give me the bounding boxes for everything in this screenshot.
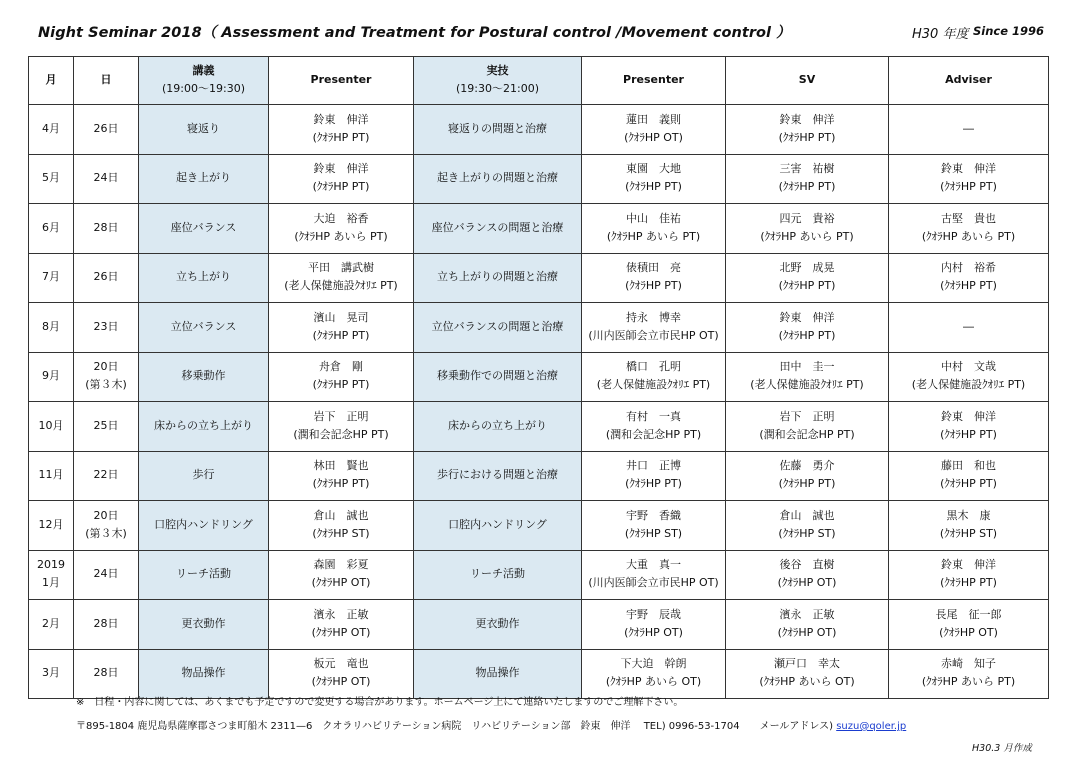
lecture-cell: [139, 303, 269, 353]
footer-address: [76, 717, 906, 732]
presenter2-text: 宇野 辰哉: [626, 607, 681, 621]
sv-subtext: (潤和会記念HP PT): [759, 427, 855, 441]
day-cell: [74, 402, 139, 452]
sv-text: 倉山 誠也: [779, 508, 835, 522]
adviser-subtext: (ｸｵﾗHP PT): [940, 279, 997, 293]
practice-text: 床からの立ち上がり: [448, 418, 547, 432]
day-text: 24日: [93, 171, 119, 185]
sv-cell: [726, 154, 889, 204]
sv-cell: [726, 303, 889, 353]
practice-cell: [414, 105, 582, 155]
presenter2-cell: [582, 649, 726, 699]
presenter2-cell: [582, 600, 726, 650]
month-cell: [29, 204, 74, 254]
presenter1-subtext: (ｸｵﾗHP OT): [311, 625, 371, 639]
sv-cell: [726, 204, 889, 254]
adviser-text: 鈴東 伸洋: [941, 162, 996, 176]
presenter2-cell: [582, 402, 726, 452]
lecture-cell: [139, 352, 269, 402]
adviser-cell: [889, 600, 1049, 650]
adviser-cell: [889, 204, 1049, 254]
presenter2-subtext: (潤和会記念HP PT): [605, 427, 702, 441]
header-practice-time: (19:30〜21:00): [456, 82, 539, 95]
presenter1-subtext: (ｸｵﾗHP OT): [311, 576, 371, 590]
presenter2-subtext: (川内医師会立市民HP OT): [588, 328, 719, 342]
lecture-text: 口腔内ハンドリング: [154, 517, 253, 531]
header-lecture-time: (19:00〜19:30): [162, 82, 245, 95]
presenter2-subtext: (川内医師会立市民HP OT): [588, 576, 719, 590]
day-text: 24日: [93, 567, 119, 581]
month-cell: [29, 303, 74, 353]
lecture-cell: [139, 550, 269, 600]
sv-text: 後谷 直樹: [779, 558, 835, 572]
month-cell: [29, 352, 74, 402]
practice-cell: [414, 352, 582, 402]
presenter2-text: 橋口 孔明: [626, 360, 681, 374]
day-cell: [74, 253, 139, 303]
month-cell: [29, 649, 74, 699]
month-cell: [29, 501, 74, 551]
sv-cell: [726, 501, 889, 551]
table-row: [29, 600, 1049, 650]
lecture-text: 寝返り: [187, 121, 220, 135]
month-cell: [29, 402, 74, 452]
header-presenter1: Presenter: [269, 57, 414, 105]
presenter1-text: 板元 竜也: [313, 657, 369, 671]
lecture-cell: [139, 501, 269, 551]
table-header-row: [29, 57, 1049, 105]
presenter1-subtext: (老人保健施設ｸｵﾘｴ PT): [284, 279, 398, 293]
lecture-text: 立ち上がり: [176, 270, 231, 284]
presenter2-subtext: (ｸｵﾗHP PT): [625, 477, 682, 491]
month-text: 7月: [42, 270, 60, 284]
month-text: 11月: [38, 468, 64, 482]
day-subtext: (第３木): [85, 526, 127, 540]
practice-cell: [414, 253, 582, 303]
month-cell: [29, 451, 74, 501]
adviser-text: 中村 文哉: [941, 360, 996, 374]
practice-text: 歩行における問題と治療: [437, 468, 558, 482]
presenter1-cell: [269, 550, 414, 600]
lecture-cell: [139, 154, 269, 204]
month-text: 8月: [42, 319, 60, 333]
practice-text: 寝返りの問題と治療: [448, 121, 547, 135]
month-cell: [29, 105, 74, 155]
presenter2-text: 有村 一真: [626, 409, 681, 423]
practice-cell: [414, 402, 582, 452]
presenter1-subtext: (ｸｵﾗHP PT): [312, 180, 370, 194]
presenter2-subtext: (老人保健施設ｸｵﾘｴ PT): [596, 378, 711, 392]
lecture-text: 起き上がり: [176, 171, 231, 185]
practice-cell: [414, 451, 582, 501]
practice-cell: [414, 600, 582, 650]
lecture-text: 移乗動作: [181, 369, 226, 383]
presenter2-subtext: (ｸｵﾗHP あいら OT): [605, 675, 702, 689]
practice-cell: [414, 550, 582, 600]
sv-subtext: (ｸｵﾗHP PT): [778, 130, 836, 144]
practice-cell: [414, 204, 582, 254]
presenter1-subtext: (ｸｵﾗHP PT): [312, 328, 370, 342]
table-row: [29, 501, 1049, 551]
presenter1-cell: [269, 352, 414, 402]
sv-text: 田中 圭一: [779, 360, 835, 374]
presenter2-cell: [582, 204, 726, 254]
lecture-text: リーチ活動: [176, 567, 231, 581]
adviser-cell: [889, 501, 1049, 551]
practice-text: 立位バランスの問題と治療: [431, 319, 564, 333]
presenter1-text: 舟倉 剛: [319, 360, 363, 374]
practice-text: 更衣動作: [475, 616, 520, 630]
adviser-cell: [889, 649, 1049, 699]
lecture-cell: [139, 204, 269, 254]
day-cell: [74, 105, 139, 155]
sv-cell: [726, 451, 889, 501]
sv-cell: [726, 402, 889, 452]
month-text: 2月: [42, 616, 60, 630]
presenter1-cell: [269, 303, 414, 353]
presenter1-cell: [269, 154, 414, 204]
practice-cell: [414, 154, 582, 204]
sv-subtext: (ｸｵﾗHP ST): [778, 526, 836, 540]
sv-subtext: (ｸｵﾗHP PT): [778, 279, 836, 293]
sv-text: 鈴東 伸洋: [779, 112, 835, 126]
sv-text: 四元 貴裕: [779, 211, 835, 225]
presenter2-subtext: (ｸｵﾗHP PT): [625, 279, 682, 293]
table-row: [29, 649, 1049, 699]
day-text: 28日: [93, 616, 119, 630]
presenter2-subtext: (ｸｵﾗHP OT): [624, 130, 683, 144]
month-cell: [29, 253, 74, 303]
lecture-cell: [139, 105, 269, 155]
day-text: 28日: [93, 220, 119, 234]
day-cell: [74, 154, 139, 204]
adviser-subtext: (ｸｵﾗHP PT): [940, 180, 997, 194]
adviser-text: 内村 裕希: [941, 261, 996, 275]
presenter1-subtext: (潤和会記念HP PT): [293, 427, 389, 441]
presenter2-cell: [582, 303, 726, 353]
month-text: 12月: [38, 517, 64, 531]
table-row: [29, 402, 1049, 452]
presenter1-text: 平田 講武樹: [308, 261, 374, 275]
adviser-text: 藤田 和也: [941, 459, 996, 473]
presenter2-text: 中山 佳祐: [626, 211, 681, 225]
month-cell: [29, 154, 74, 204]
presenter1-text: 林田 賢也: [313, 459, 369, 473]
sv-subtext: (ｸｵﾗHP PT): [778, 180, 836, 194]
month-text: 5月: [42, 171, 60, 185]
adviser-cell: [889, 550, 1049, 600]
adviser-text: 長尾 征一郎: [935, 607, 1002, 621]
day-text: 26日: [93, 270, 119, 284]
presenter2-text: 蓮田 義則: [626, 112, 681, 126]
table-row: [29, 204, 1049, 254]
sv-text: 佐藤 勇介: [779, 459, 835, 473]
day-cell: [74, 352, 139, 402]
presenter2-text: 俵積田 亮: [626, 261, 681, 275]
presenter1-cell: [269, 253, 414, 303]
practice-cell: [414, 649, 582, 699]
header-day: 日: [74, 57, 139, 105]
month-text: 3月: [42, 666, 60, 680]
day-text: 20日: [93, 508, 119, 522]
day-cell: [74, 550, 139, 600]
presenter2-text: 宇野 香織: [626, 508, 681, 522]
adviser-subtext: (ｸｵﾗHP PT): [940, 477, 997, 491]
lecture-cell: [139, 649, 269, 699]
presenter2-subtext: (ｸｵﾗHP PT): [625, 180, 682, 194]
sv-cell: [726, 600, 889, 650]
adviser-text: ―: [963, 121, 974, 135]
practice-cell: [414, 501, 582, 551]
table-row: [29, 451, 1049, 501]
lecture-cell: [139, 600, 269, 650]
presenter2-text: 持永 博幸: [626, 310, 681, 324]
since-label: Since 1996: [973, 24, 1045, 38]
created-date: H30.3 月作成: [972, 743, 1032, 754]
month-text: 2019: [37, 558, 65, 572]
table-row: [29, 253, 1049, 303]
header-month: 月: [29, 57, 74, 105]
adviser-subtext: (ｸｵﾗHP ST): [939, 526, 998, 540]
presenter1-text: 濱永 正敏: [313, 607, 369, 621]
lecture-cell: [139, 451, 269, 501]
email-link[interactable]: suzu@qoler.jp: [836, 721, 907, 732]
adviser-subtext: (老人保健施設ｸｵﾘｴ PT): [911, 378, 1026, 392]
sv-cell: [726, 253, 889, 303]
practice-text: リーチ活動: [470, 567, 525, 581]
lecture-text: 歩行: [192, 468, 215, 482]
lecture-text: 更衣動作: [181, 616, 226, 630]
sv-subtext: (老人保健施設ｸｵﾘｴ PT): [750, 378, 864, 392]
lecture-text: 立位バランス: [170, 319, 237, 333]
practice-text: 座位バランスの問題と治療: [431, 220, 564, 234]
table-row: [29, 154, 1049, 204]
adviser-cell: [889, 352, 1049, 402]
sv-subtext: (ｸｵﾗHP PT): [778, 477, 836, 491]
lecture-text: 床からの立ち上がり: [154, 418, 253, 432]
adviser-text: ―: [963, 319, 974, 333]
sv-subtext: (ｸｵﾗHP あいら OT): [759, 675, 855, 689]
presenter2-text: 井口 正博: [626, 459, 681, 473]
presenter2-cell: [582, 154, 726, 204]
page-title: Night Seminar 2018（ Assessment and Treatment for Postural control /Movement control ）: [38, 25, 791, 41]
presenter1-text: 森園 彩夏: [313, 558, 369, 572]
address-text: 〒895-1804 鹿児島県薩摩郡さつま町船木 2311—6 クオラリハビリテーション病院 リハビリテーション部 鈴東 伸洋 TEL) 0996-53-1704 メールアドレス): [76, 721, 834, 732]
day-cell: [74, 501, 139, 551]
presenter1-subtext: (ｸｵﾗHP OT): [311, 675, 371, 689]
presenter2-text: 東園 大地: [626, 162, 681, 176]
day-text: 25日: [93, 418, 119, 432]
presenter1-subtext: (ｸｵﾗHP PT): [312, 378, 370, 392]
table-row: [29, 352, 1049, 402]
presenter1-cell: [269, 451, 414, 501]
table-row: [29, 550, 1049, 600]
adviser-text: 古堅 貴也: [941, 211, 996, 225]
month-subtext: 1月: [42, 576, 60, 590]
adviser-subtext: (ｸｵﾗHP OT): [939, 625, 998, 639]
table-row: [29, 303, 1049, 353]
adviser-text: 黒木 康: [946, 508, 991, 522]
adviser-subtext: (ｸｵﾗHP PT): [940, 427, 997, 441]
sv-cell: [726, 649, 889, 699]
adviser-subtext: (ｸｵﾗHP PT): [940, 576, 997, 590]
sv-subtext: (ｸｵﾗHP OT): [777, 576, 837, 590]
presenter2-subtext: (ｸｵﾗHP ST): [624, 526, 683, 540]
table-body: [29, 105, 1049, 699]
presenter1-text: 鈴東 伸洋: [313, 162, 369, 176]
sv-subtext: (ｸｵﾗHP PT): [778, 328, 836, 342]
day-cell: [74, 204, 139, 254]
adviser-cell: [889, 154, 1049, 204]
practice-text: 立ち上がりの問題と治療: [437, 270, 558, 284]
header-lecture: [139, 57, 269, 105]
header-adviser: Adviser: [889, 57, 1049, 105]
month-text: 10月: [38, 418, 64, 432]
day-cell: [74, 451, 139, 501]
adviser-text: 鈴東 伸洋: [941, 558, 996, 572]
month-text: 6月: [42, 220, 60, 234]
sv-text: 鈴東 伸洋: [779, 310, 835, 324]
day-text: 26日: [93, 121, 119, 135]
presenter1-subtext: (ｸｵﾗHP PT): [312, 130, 370, 144]
sv-text: 北野 成晃: [779, 261, 835, 275]
presenter1-cell: [269, 204, 414, 254]
sv-text: 濱永 正敏: [779, 607, 835, 621]
header-presenter2: Presenter: [582, 57, 726, 105]
adviser-cell: [889, 105, 1049, 155]
presenter1-cell: [269, 501, 414, 551]
practice-cell: [414, 303, 582, 353]
presenter1-subtext: (ｸｵﾗHP PT): [312, 477, 370, 491]
header-practice-label: 実技: [486, 64, 509, 78]
footer-note: ※ 日程・内容に関しては、あくまでも予定ですので変更する場合があります。ホームページ上にて連絡いたしますのでご理解下さい。: [76, 697, 684, 708]
presenter1-text: 大迫 裕香: [313, 211, 369, 225]
sv-text: 瀬戸口 幸太: [774, 657, 840, 671]
presenter1-subtext: (ｸｵﾗHP ST): [312, 526, 370, 540]
sv-subtext: (ｸｵﾗHP OT): [777, 625, 837, 639]
lecture-text: 物品操作: [181, 666, 226, 680]
presenter1-text: 倉山 誠也: [313, 508, 369, 522]
presenter2-subtext: (ｸｵﾗHP あいら PT): [606, 229, 701, 243]
presenter1-text: 岩下 正明: [313, 409, 369, 423]
presenter2-cell: [582, 105, 726, 155]
presenter2-cell: [582, 451, 726, 501]
presenter2-subtext: (ｸｵﾗHP OT): [624, 625, 683, 639]
adviser-subtext: (ｸｵﾗHP あいら PT): [921, 229, 1016, 243]
day-text: 20日: [93, 360, 119, 374]
practice-text: 物品操作: [475, 666, 520, 680]
month-cell: [29, 550, 74, 600]
year-label: H30 年度: [912, 27, 969, 42]
adviser-cell: [889, 303, 1049, 353]
adviser-cell: [889, 402, 1049, 452]
day-text: 22日: [93, 468, 119, 482]
sv-cell: [726, 352, 889, 402]
month-text: 4月: [42, 121, 60, 135]
presenter2-cell: [582, 352, 726, 402]
presenter2-text: 大重 真一: [626, 558, 681, 572]
presenter1-text: 濱山 晃司: [313, 310, 369, 324]
adviser-cell: [889, 253, 1049, 303]
sv-text: 三害 祐樹: [779, 162, 835, 176]
presenter1-subtext: (ｸｵﾗHP あいら PT): [294, 229, 388, 243]
presenter1-text: 鈴東 伸洋: [313, 112, 369, 126]
header-practice: [414, 57, 582, 105]
presenter2-text: 下大迫 幹朗: [620, 657, 687, 671]
schedule-table: [28, 56, 1049, 699]
header-row: [38, 21, 1050, 41]
header-sv: SV: [726, 57, 889, 105]
table-row: [29, 105, 1049, 155]
sv-cell: [726, 105, 889, 155]
presenter1-cell: [269, 402, 414, 452]
practice-text: 起き上がりの問題と治療: [437, 171, 558, 185]
month-cell: [29, 600, 74, 650]
lecture-cell: [139, 253, 269, 303]
day-cell: [74, 649, 139, 699]
header-lecture-label: 講義: [192, 64, 215, 78]
presenter2-cell: [582, 550, 726, 600]
adviser-text: 赤崎 知子: [941, 657, 996, 671]
practice-text: 移乗動作での問題と治療: [437, 369, 558, 383]
sv-text: 岩下 正明: [779, 409, 835, 423]
presenter2-cell: [582, 501, 726, 551]
month-text: 9月: [42, 369, 60, 383]
day-subtext: (第３木): [85, 378, 127, 392]
sv-cell: [726, 550, 889, 600]
practice-text: 口腔内ハンドリング: [448, 517, 547, 531]
presenter1-cell: [269, 600, 414, 650]
day-text: 23日: [93, 319, 119, 333]
presenter1-cell: [269, 649, 414, 699]
day-text: 28日: [93, 666, 119, 680]
adviser-text: 鈴東 伸洋: [941, 409, 996, 423]
presenter2-cell: [582, 253, 726, 303]
presenter1-cell: [269, 105, 414, 155]
adviser-subtext: (ｸｵﾗHP あいら PT): [921, 675, 1016, 689]
day-cell: [74, 600, 139, 650]
sv-subtext: (ｸｵﾗHP あいら PT): [760, 229, 854, 243]
adviser-cell: [889, 451, 1049, 501]
lecture-text: 座位バランス: [170, 220, 237, 234]
lecture-cell: [139, 402, 269, 452]
day-cell: [74, 303, 139, 353]
